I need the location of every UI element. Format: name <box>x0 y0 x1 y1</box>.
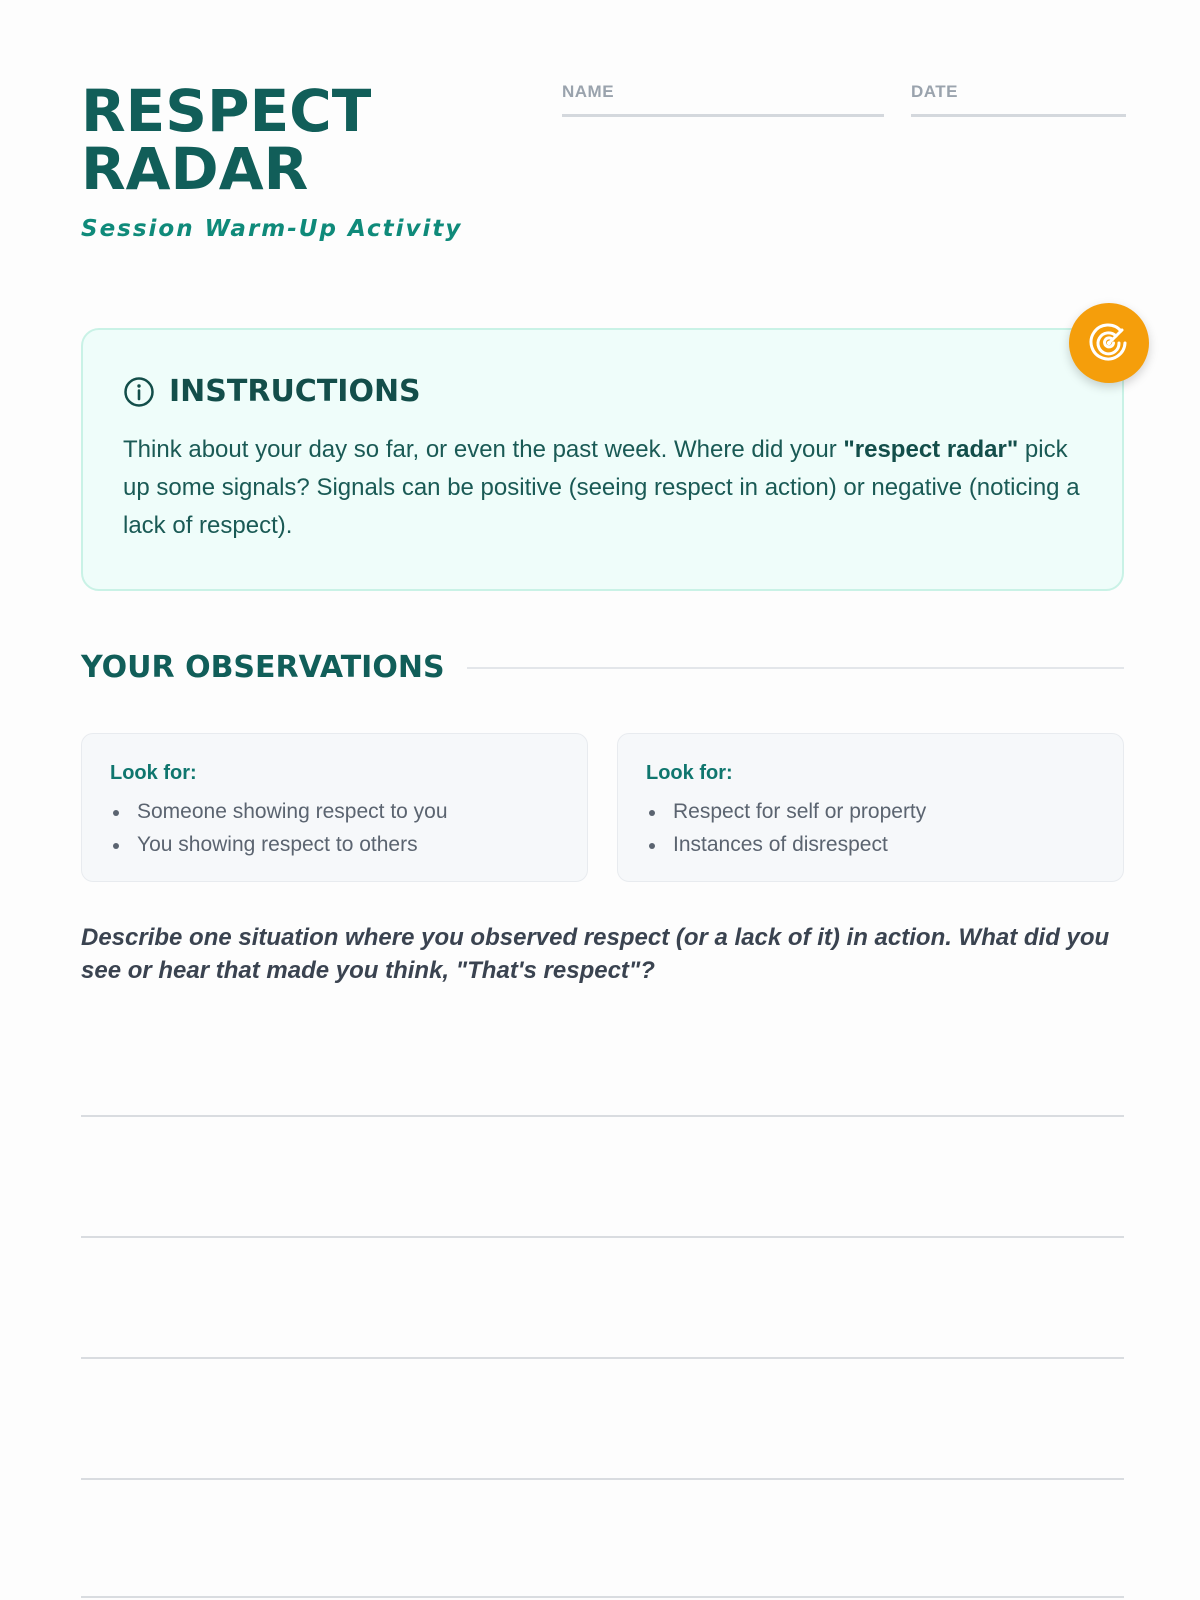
answer-line-3[interactable] <box>81 1357 1124 1359</box>
list-item: You showing respect to others <box>137 828 559 861</box>
instructions-card <box>81 328 1124 591</box>
name-label: NAME <box>562 82 615 101</box>
look-for-title: Look for: <box>646 762 733 784</box>
list-item: Respect for self or property <box>673 795 1095 828</box>
question-prompt: Describe one situation where you observed respect (or a lack of it) in action. What did you see or hear that made you think, "That's respect"? <box>81 924 1110 984</box>
look-for-card-2 <box>617 733 1124 882</box>
page-subtitle: Session Warm-Up Activity <box>81 216 463 242</box>
title-line-2: RADAR <box>81 135 309 203</box>
instructions-text-end: pick up some signals? Signals can be positive (seeing respect in action) or negative (noticing a lack of respect). <box>123 436 1080 539</box>
instructions-title: INSTRUCTIONS <box>169 374 421 409</box>
info-icon <box>123 376 155 408</box>
radar-icon <box>1088 322 1130 364</box>
section-divider <box>467 667 1124 669</box>
look-for-title: Look for: <box>110 762 197 784</box>
observations-title: YOUR OBSERVATIONS <box>81 650 445 685</box>
page-title <box>81 77 411 203</box>
instructions-header <box>123 374 1082 409</box>
answer-line-1[interactable] <box>81 1115 1124 1117</box>
date-field[interactable] <box>911 82 1126 117</box>
title-block <box>81 77 463 242</box>
answer-line-4[interactable] <box>81 1478 1124 1480</box>
answer-line-5[interactable] <box>81 1596 1124 1598</box>
instructions-text-bold: "respect radar" <box>843 436 1019 463</box>
look-for-list <box>110 795 559 861</box>
instructions-text-start: Think about your day so far, or even the past week. Where did your <box>123 436 844 463</box>
look-for-list <box>646 795 1095 861</box>
title-line-1: RESPECT <box>81 77 372 145</box>
answer-line-2[interactable] <box>81 1236 1124 1238</box>
date-label: DATE <box>911 82 959 101</box>
list-item: Someone showing respect to you <box>137 795 559 828</box>
instructions-text <box>123 431 1083 545</box>
list-item: Instances of disrespect <box>673 828 1095 861</box>
observations-header <box>81 650 1124 685</box>
name-field[interactable] <box>562 82 884 117</box>
look-for-card-1 <box>81 733 588 882</box>
radar-badge <box>1069 303 1149 383</box>
